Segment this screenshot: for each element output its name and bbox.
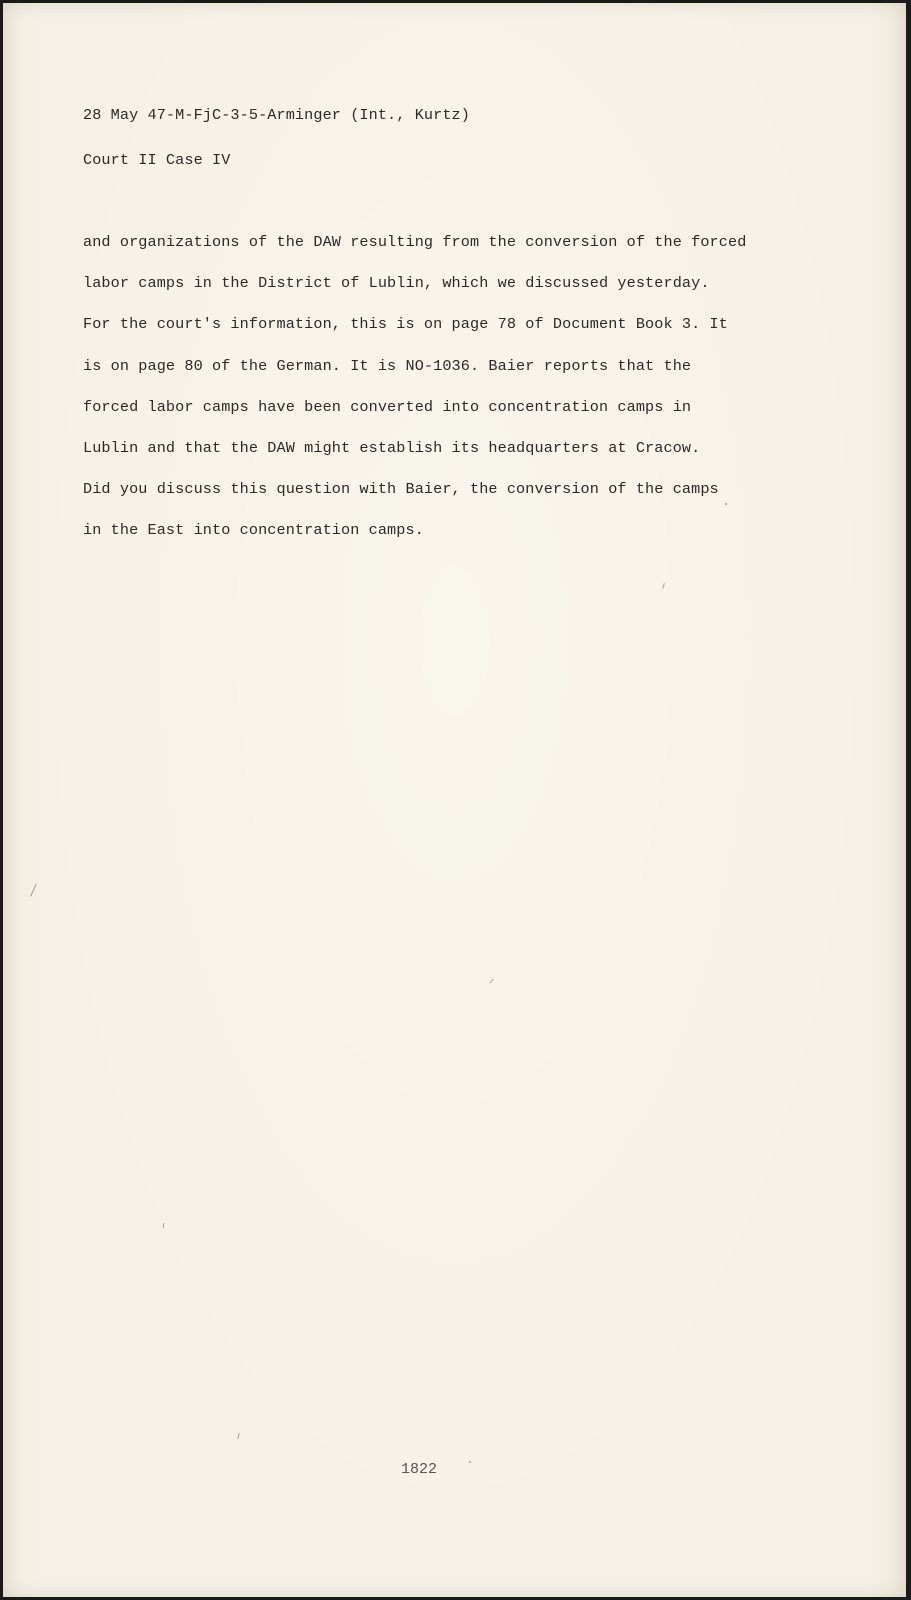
body-line: labor camps in the District of Lublin, which we discussed yesterday. — [83, 274, 710, 293]
header-court-case: Court II Case IV — [83, 151, 231, 169]
body-line: and organizations of the DAW resulting from the conversion of the forced — [83, 233, 747, 251]
body-line: For the court's information, this is on page 78 of Document Book 3. It — [83, 315, 728, 334]
paper-speck — [469, 1461, 471, 1463]
paper-speck — [662, 583, 665, 589]
body-line: is on page 80 of the German. It is NO-1036. Baier reports that the — [83, 356, 692, 375]
paper-speck — [30, 883, 37, 896]
document-page — [3, 3, 906, 1597]
body-line: Lublin and that the DAW might establish its headquarters at Cracow. — [83, 438, 701, 457]
header-reference: 28 May 47-M-FjC-3-5-Arminger (Int., Kurtz) — [83, 106, 470, 124]
paper-speck — [725, 503, 727, 505]
page-number: 1822 — [401, 1461, 438, 1478]
body-line: in the East into concentration camps. — [83, 521, 424, 540]
body-line: Did you discuss this question with Baier, the conversion of the camps — [83, 480, 719, 499]
body-paragraph — [83, 222, 746, 552]
paper-speck — [237, 1433, 240, 1439]
paper-speck — [163, 1223, 164, 1228]
paper-speck — [489, 978, 494, 983]
body-line: forced labor camps have been converted into concentration camps in — [83, 397, 692, 416]
